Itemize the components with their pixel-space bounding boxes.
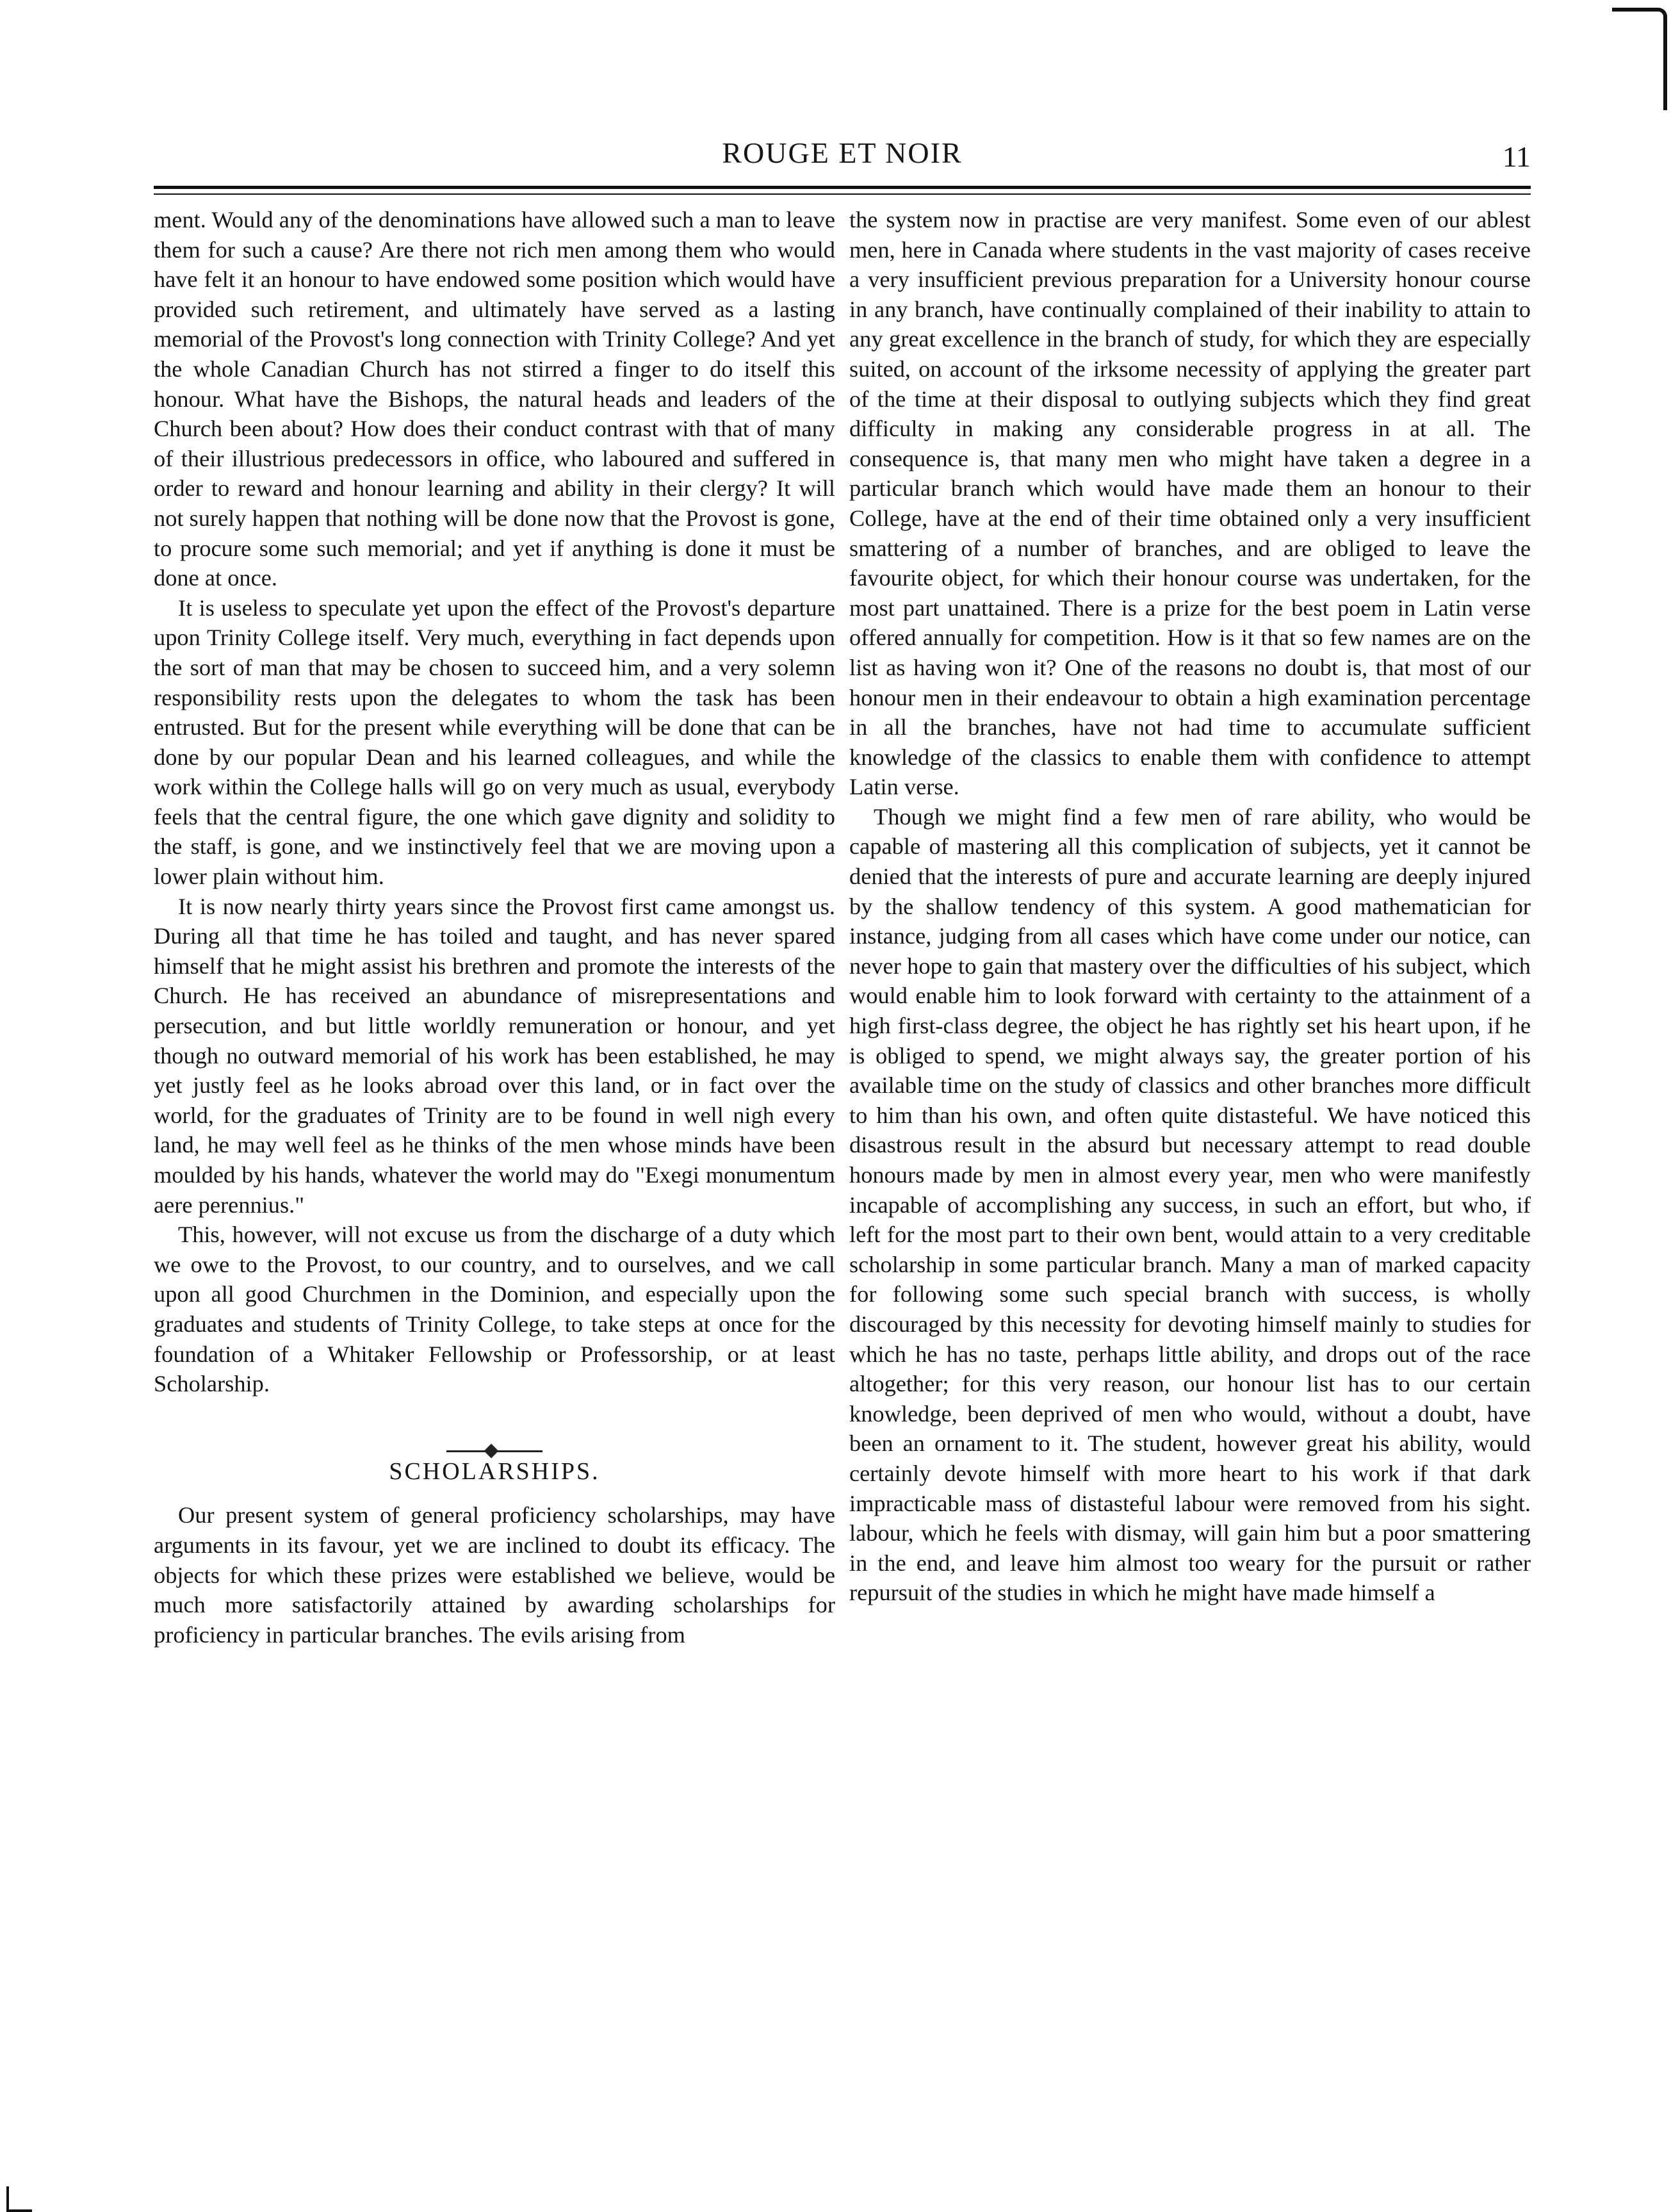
running-title: ROUGE ET NOIR <box>722 136 963 169</box>
page-corner-mark <box>1612 8 1667 110</box>
page-header <box>154 136 1531 174</box>
section-divider-ornament <box>154 1421 835 1440</box>
right-column <box>849 205 1531 2140</box>
paragraph: Though we might find a few men of rare ability, who would be capable of mastering all this complication of subjects, yet it cannot be denied that the interests of pure and accurate learning are deeply injured by the shallow tendency of this system. A good mathematician for instance, judging from all cases which have come under our notice, can never hope to gain that mastery over the difficulties of his subject, which would enable him to look forward with certainty to the attainment of a high first-class degree, the object he has rightly set his heart upon, if he is obliged to spend, we might always say, the greater portion of his available time on the study of classics and other branches more difficult to him than his own, and often quite distasteful. We have noticed this disastrous result in the absurd but necessary attempt to read double honours made by men in almost every year, men who were manifestly incapable of accomplishing any success, in such an effort, but who, if left for the most part to their own bent, would attain to a very creditable scholarship in some particular branch. Many a man of marked capacity for following some such special branch with success, is wholly discouraged by this necessity for devoting himself mainly to studies for which he has no taste, perhaps little ability, and drops out of the race altogether; for this very reason, our honour list has to our certain knowledge, been deprived of men who would, without a doubt, have been an ornament to it. The student, however great his ability, would certainly devote himself with more heart to his work if that dark impracticable mass of distasteful labour were removed from his sight. labour, which he feels with dismay, will gain him but a poor smattering in the end, and leave him almost too weary for the pursuit or rather repursuit of the studies in which he might have made himself a <box>849 803 1531 1606</box>
paragraph: It is useless to speculate yet upon the effect of the Provost's departure upon Trinity College itself. Very much, everything in fact depends upon the sort of man that may be chosen to succeed him, and a very solemn responsibility rests upon the delegates to whom the task has been entrusted. But for the present while everything will be done that can be done by our popular Dean and his learned colleagues, and while the work within the College halls will go on very much as usual, everybody feels that the central figure, the one which gave dignity and solidity to the staff, is gone, and we instinctively feel that we are moving upon a lower plain without him. <box>154 594 835 890</box>
page-corner-mark-bottom <box>6 2186 32 2212</box>
paragraph: It is now nearly thirty years since the Provost first came amongst us. During all that time he has toiled and taught, and has never spared himself that he might assist his brethren and promote the interests of the Church. He has received an abundance of misrepresentations and persecution, and but little worldly remuneration or honour, and yet though no outward memorial of his work has been established, he may yet justly feel as he looks abroad over this land, or in fact over the world, for the graduates of Trinity are to be found in well nigh every land, he may well feel as he thinks of the men whose minds have been moulded by his hands, whatever the world may do "Exegi monumentum aere perennius." <box>154 893 835 1218</box>
paragraph: Our present system of general proficiency scholarships, may have arguments in its favour, yet we are inclined to doubt its efficacy. The objects for which these prizes were established we believe, would be much more satisfactorily attained by awarding scholarships for proficiency in particular branches. The evils arising from <box>154 1502 835 1648</box>
page-number: 11 <box>1502 140 1531 173</box>
section-heading: SCHOLARSHIPS. <box>389 1457 600 1485</box>
left-column <box>154 205 835 2140</box>
paragraph: ment. Would any of the denominations have allowed such a man to leave them for such a cause? Are there not rich men among them who would have felt it an honour to have endowed some position which would have provided such retirement, and ultimately have served as a lasting memorial of the Provost's long connection with Trinity College? And yet the whole Canadian Church has not stirred a finger to do itself this honour. What have the Bishops, the natural heads and leaders of the Church been about? How does their conduct contrast with that of many of their illustrious predecessors in office, who laboured and suffered in order to reward and honour learning and ability in their clergy? It will not surely happen that nothing will be done now that the Provost is gone, to procure some such memorial; and yet if anything is done it must be done at once. <box>154 207 835 591</box>
paragraph: the system now in practise are very manifest. Some even of our ablest men, here in Canada where students in the vast majority of cases receive a very insufficient previous preparation for a University honour course in any branch, have continually complained of their inability to attain to any great excellence in the branch of study, for which they are especially suited, on account of the irksome necessity of applying the greater part of the time at their disposal to outlying subjects which they find great difficulty in making any considerable progress in at all. The consequence is, that many men who might have taken a degree in a particular branch which would have made them an honour to their College, have at the end of their time obtained only a very insufficient smattering of a number of branches, and are obliged to leave the favourite object, for which their honour course was undertaken, for the most part unattained. There is a prize for the best poem in Latin verse offered annually for competition. How is it that so few names are on the list as having won it? One of the reasons no doubt is, that most of our honour men in their endeavour to obtain a high examination percentage in all the branches, have not had time to accumulate sufficient knowledge of the classics to enable them with confidence to attempt Latin verse. <box>849 207 1531 800</box>
paragraph: This, however, will not excuse us from the discharge of a duty which we owe to the Provost, to our country, and to ourselves, and we call upon all good Churchmen in the Dominion, and especially upon the graduates and students of Trinity College, to take steps at once for the foundation of a Whitaker Fellowship or Professorship, or at least Scholarship. <box>154 1222 835 1397</box>
header-rule <box>154 186 1531 195</box>
